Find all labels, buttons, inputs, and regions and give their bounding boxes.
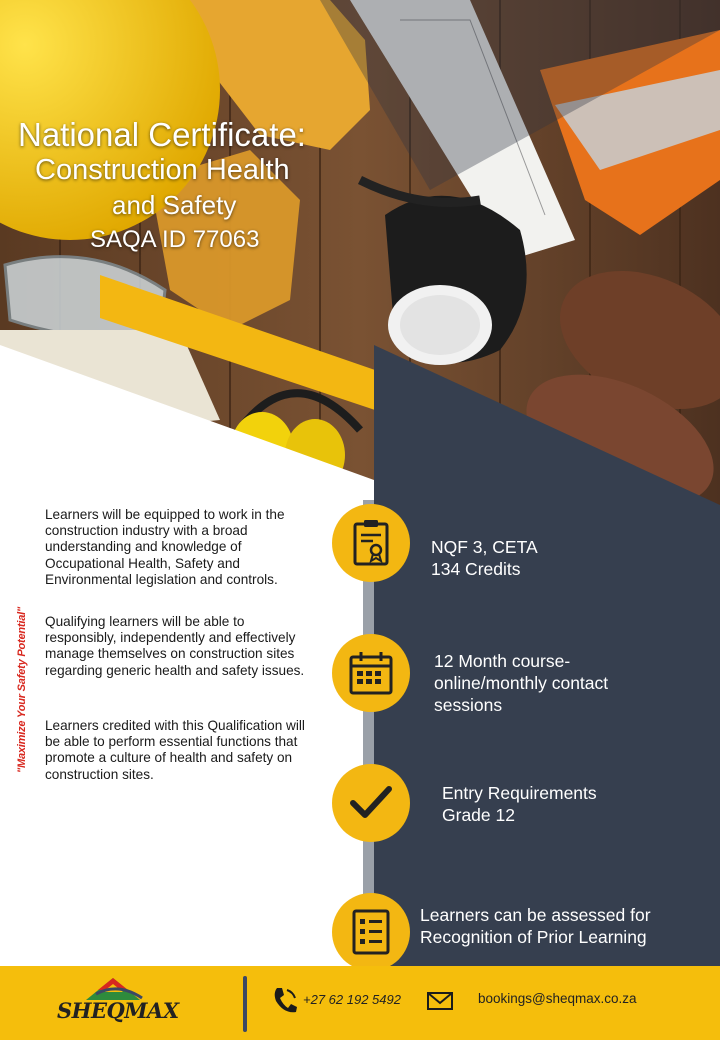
feature-text-credits xyxy=(431,536,538,580)
feature-line: online/monthly contact xyxy=(434,673,609,693)
feature-text-rpl xyxy=(420,904,651,948)
feature-line: 12 Month course- xyxy=(434,651,571,671)
brand-name: SHEQMAX xyxy=(57,998,179,1023)
footer-divider xyxy=(243,976,247,1032)
email-link[interactable]: bookings@sheqmax.co.za xyxy=(478,991,637,1006)
calendar-icon xyxy=(332,634,410,712)
certificate-icon xyxy=(332,504,410,582)
feature-text-entry xyxy=(442,782,597,826)
description-paragraph: Learners will be equipped to work in the construction industry with a broad understanding and knowledge of Occupational Health, Safety and Environmental legislation and controls. xyxy=(45,507,285,587)
title-line-2: Construction Health xyxy=(35,154,290,186)
feature-line: sessions xyxy=(434,695,503,715)
feature-line: Grade 12 xyxy=(442,805,515,825)
checkmark-icon xyxy=(332,764,410,842)
feature-line: Recognition of Prior Learning xyxy=(420,927,647,947)
feature-text-duration xyxy=(434,650,608,716)
feature-line: Learners can be assessed for xyxy=(420,905,651,925)
envelope-icon xyxy=(427,991,453,1011)
feature-line: Entry Requirements xyxy=(442,783,597,803)
phone-link[interactable]: +27 62 192 5492 xyxy=(303,992,401,1007)
title-line-1: National Certificate: xyxy=(18,116,306,153)
footer xyxy=(0,966,720,1040)
checklist-icon xyxy=(332,893,410,971)
description-paragraph: Learners credited with this Qualification will be able to perform essential functions that promote a culture of health and safety on construction sites. xyxy=(45,718,305,782)
saqa-id: SAQA ID 77063 xyxy=(90,226,260,253)
description-paragraph: Qualifying learners will be able to responsibly, independently and effectively manage themselves on construction sites regarding generic health and safety issues. xyxy=(45,614,305,678)
feature-line: 134 Credits xyxy=(431,559,521,579)
phone-icon xyxy=(272,986,298,1014)
tagline: "Maximize Your Safety Potential" xyxy=(16,606,28,774)
title-line-3: and Safety xyxy=(112,190,237,220)
feature-line: NQF 3, CETA xyxy=(431,537,538,557)
